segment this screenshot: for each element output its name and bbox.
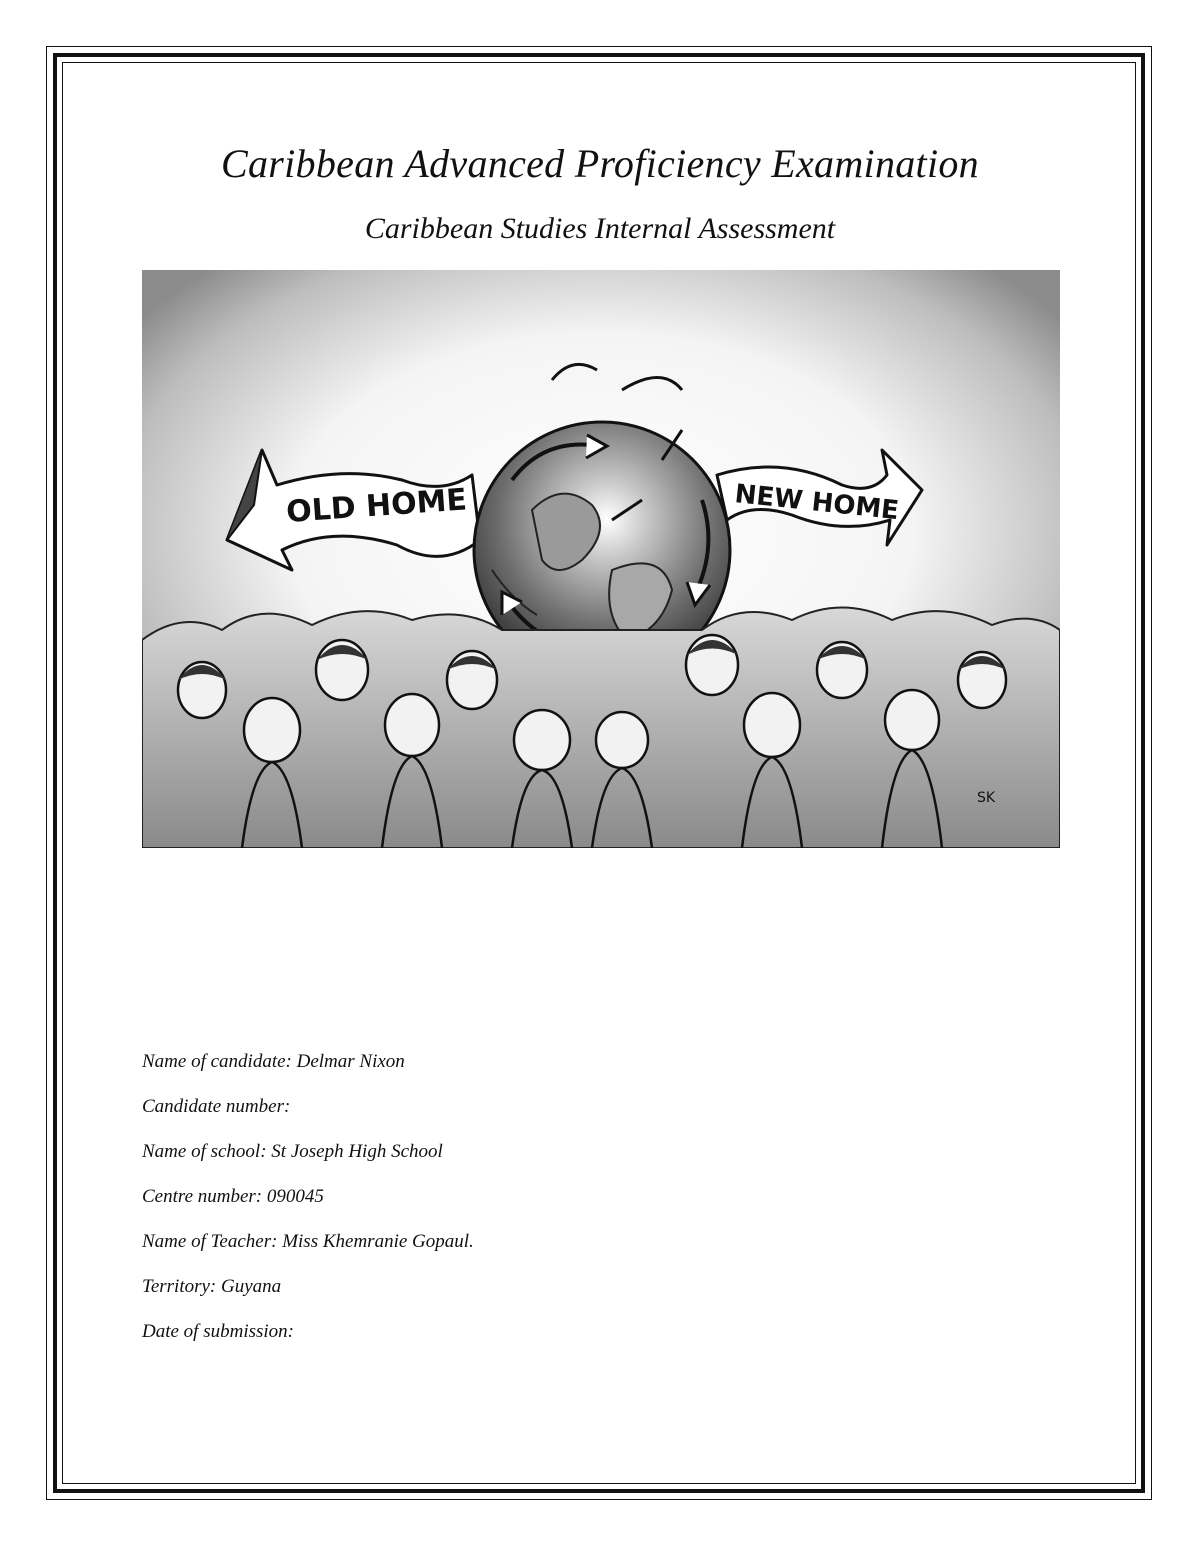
submission-date-label: Date of submission: — [142, 1321, 294, 1342]
artist-signature: SK — [977, 790, 996, 806]
teacher-name-label: Name of Teacher: — [142, 1231, 278, 1252]
old-home-label: OLD HOME — [285, 482, 469, 530]
centre-number-line — [142, 1181, 474, 1226]
candidate-name-line — [142, 1046, 474, 1091]
page-subtitle: Caribbean Studies Internal Assessment — [364, 212, 836, 245]
page-title: Caribbean Advanced Proficiency Examination — [221, 141, 979, 186]
territory-value: Guyana — [221, 1276, 282, 1297]
candidate-info-list — [142, 1046, 474, 1361]
school-name-value: St Joseph High School — [271, 1141, 443, 1162]
school-name-line — [142, 1136, 474, 1181]
centre-number-value: 090045 — [266, 1186, 324, 1207]
cover-illustration — [142, 270, 1060, 848]
candidate-name-value: Delmar Nixon — [296, 1051, 405, 1072]
teacher-name-value: Miss Khemranie Gopaul. — [282, 1231, 474, 1252]
territory-label: Territory: — [142, 1276, 217, 1297]
school-name-label: Name of school: — [142, 1141, 267, 1162]
candidate-name-label: Name of candidate: — [142, 1051, 292, 1072]
territory-line — [142, 1271, 474, 1316]
teacher-name-line — [142, 1226, 474, 1271]
centre-number-label: Centre number: — [142, 1186, 263, 1207]
candidate-number-line — [142, 1091, 474, 1136]
submission-date-line — [142, 1316, 474, 1361]
new-home-label: NEW HOME — [733, 479, 901, 527]
crowd — [142, 608, 1060, 849]
candidate-number-label: Candidate number: — [142, 1096, 291, 1117]
